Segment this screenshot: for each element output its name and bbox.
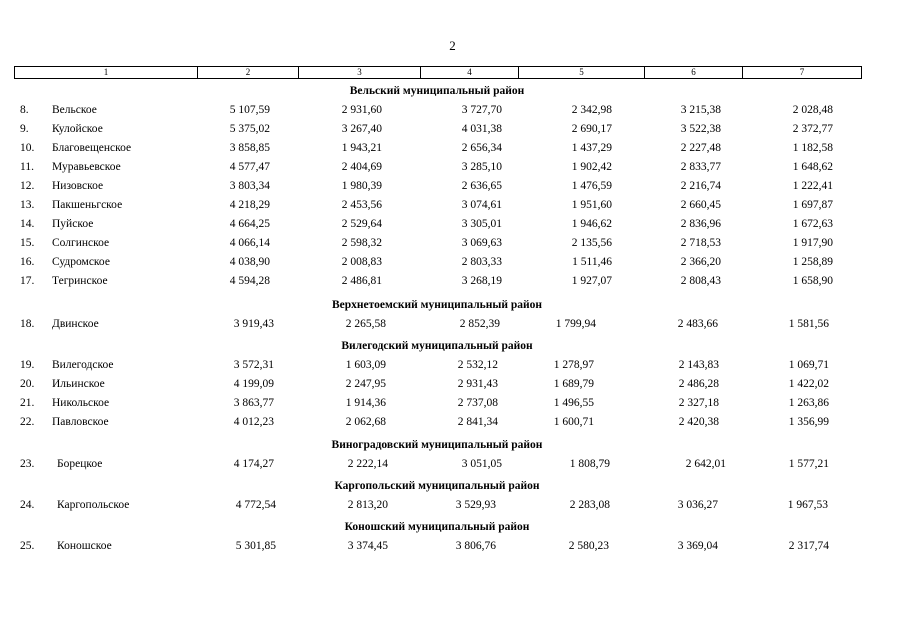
settlement-name: Судромское [52,256,110,268]
value-cell: 2 833,77 [680,161,721,173]
value-cell: 1 222,41 [792,180,833,192]
row-number: 16. [20,256,35,268]
value-cell: 4 066,14 [229,237,270,249]
column-header: 7 [799,67,805,77]
settlement-name: Пакшеньгское [52,199,123,211]
row-number: 12. [20,180,35,192]
table-row [0,140,905,156]
value-cell: 1 799,94 [555,318,596,330]
value-cell: 1 927,07 [571,275,612,287]
table-row [0,197,905,213]
settlement-name: Солгинское [52,237,110,249]
value-cell: 3 522,38 [680,123,721,135]
value-cell: 1 258,89 [792,256,833,268]
value-cell: 3 285,10 [461,161,502,173]
table-row [0,316,905,332]
value-cell: 2 690,17 [571,123,612,135]
value-cell: 3 806,76 [455,540,496,552]
column-header: 1 [15,67,198,78]
value-cell: 2 532,12 [457,359,498,371]
column-header: 3 [299,67,421,78]
value-cell: 2 216,74 [680,180,721,192]
value-cell: 1 808,79 [569,458,610,470]
value-cell: 1 356,99 [788,416,829,428]
value-cell: 1 689,79 [553,378,594,390]
column-header: 5 [519,67,645,78]
row-number: 10. [20,142,35,154]
row-number: 11. [20,161,34,173]
value-cell: 2 143,83 [678,359,719,371]
value-cell: 2 836,96 [680,218,721,230]
settlement-name: Никольское [52,397,110,409]
row-number: 14. [20,218,35,230]
value-cell: 2 247,95 [345,378,386,390]
value-cell: 3 036,27 [677,499,718,511]
value-cell: 2 062,68 [345,416,386,428]
table-row [0,216,905,232]
row-number: 25. [20,540,35,552]
value-cell: 1 278,97 [553,359,594,371]
table-row [0,254,905,270]
district-heading: Виноградовский муниципальный район [331,439,543,451]
district-heading: Вельский муниципальный район [349,85,525,97]
value-cell: 1 914,36 [345,397,386,409]
value-cell: 2 931,43 [457,378,498,390]
value-cell: 2 813,20 [347,499,388,511]
value-cell: 4 038,90 [229,256,270,268]
settlement-name: Ильинское [52,378,105,390]
table-row [0,395,905,411]
value-cell: 2 852,39 [459,318,500,330]
value-cell: 2 028,48 [792,104,833,116]
row-number: 15. [20,237,35,249]
settlement-name: Низовское [52,180,104,192]
value-cell: 1 422,02 [788,378,829,390]
value-cell: 1 496,55 [553,397,594,409]
table-row [0,178,905,194]
value-cell: 2 580,23 [568,540,609,552]
value-cell: 2 718,53 [680,237,721,249]
row-number: 22. [20,416,35,428]
value-cell: 2 656,34 [461,142,502,154]
value-cell: 1 672,63 [792,218,833,230]
value-cell: 4 218,29 [229,199,270,211]
table-row [0,273,905,289]
settlement-name: Каргопольское [57,499,130,511]
row-number: 8. [20,104,29,116]
value-cell: 1 577,21 [788,458,829,470]
value-cell: 3 305,01 [461,218,502,230]
value-cell: 1 437,29 [571,142,612,154]
value-cell: 2 642,01 [685,458,726,470]
value-cell: 3 919,43 [233,318,274,330]
table-row [0,497,905,513]
value-cell: 1 946,62 [571,218,612,230]
value-cell: 2 598,32 [341,237,382,249]
district-heading: Коношский муниципальный район [344,521,530,533]
row-number: 24. [20,499,35,511]
value-cell: 1 697,87 [792,199,833,211]
table-row [0,357,905,373]
settlement-name: Двинское [52,318,99,330]
settlement-name: Муравьевское [52,161,121,173]
row-number: 13. [20,199,35,211]
table-row [0,376,905,392]
value-cell: 4 199,09 [233,378,274,390]
value-cell: 2 636,65 [461,180,502,192]
value-cell: 3 369,04 [677,540,718,552]
value-cell: 2 135,56 [571,237,612,249]
settlement-name: Павловское [52,416,109,428]
value-cell: 2 737,08 [457,397,498,409]
value-cell: 3 803,34 [229,180,270,192]
value-cell: 1 476,59 [571,180,612,192]
value-cell: 2 529,64 [341,218,382,230]
value-cell: 1 658,90 [792,275,833,287]
table-row [0,538,905,554]
value-cell: 3 863,77 [233,397,274,409]
value-cell: 1 648,62 [792,161,833,173]
table-row [0,456,905,472]
value-cell: 2 486,81 [341,275,382,287]
value-cell: 1 511,46 [572,256,612,268]
value-cell: 3 215,38 [680,104,721,116]
value-cell: 1 581,56 [788,318,829,330]
value-cell: 3 267,40 [341,123,382,135]
district-heading: Вилегодский муниципальный район [341,340,533,352]
value-cell: 2 486,28 [678,378,719,390]
row-number: 19. [20,359,35,371]
value-cell: 3 858,85 [229,142,270,154]
value-cell: 2 660,45 [680,199,721,211]
value-cell: 2 366,20 [680,256,721,268]
value-cell: 1 943,21 [341,142,382,154]
district-heading: Верхнетоемский муниципальный район [331,299,543,311]
value-cell: 4 594,28 [229,275,270,287]
value-cell: 1 951,60 [571,199,612,211]
value-cell: 1 069,71 [788,359,829,371]
value-cell: 1 182,58 [792,142,833,154]
value-cell: 1 902,42 [571,161,612,173]
page-number: 2 [449,38,456,53]
value-cell: 3 051,05 [461,458,502,470]
value-cell: 2 008,83 [341,256,382,268]
value-cell: 2 283,08 [569,499,610,511]
value-cell: 4 577,47 [229,161,270,173]
value-cell: 2 803,33 [461,256,502,268]
value-cell: 2 222,14 [347,458,388,470]
settlement-name: Пуйское [52,218,94,230]
value-cell: 2 317,74 [788,540,829,552]
table-row [0,121,905,137]
row-number: 23. [20,458,35,470]
value-cell: 4 174,27 [233,458,274,470]
value-cell: 2 453,56 [341,199,382,211]
column-header-row [14,66,862,79]
value-cell: 3 074,61 [461,199,502,211]
value-cell: 1 917,90 [792,237,833,249]
settlement-name: Вельское [52,104,97,116]
value-cell: 4 031,38 [461,123,502,135]
row-number: 21. [20,397,35,409]
value-cell: 3 572,31 [233,359,274,371]
settlement-name: Кулойское [52,123,103,135]
value-cell: 2 342,98 [571,104,612,116]
value-cell: 5 107,59 [229,104,270,116]
value-cell: 2 420,38 [678,416,719,428]
settlement-name: Благовещенское [52,142,132,154]
value-cell: 1 600,71 [553,416,594,428]
value-cell: 3 374,45 [347,540,388,552]
value-cell: 3 268,19 [461,275,502,287]
table-row [0,235,905,251]
value-cell: 1 967,53 [787,499,828,511]
row-number: 17. [20,275,35,287]
row-number: 18. [20,318,35,330]
table-row [0,414,905,430]
settlement-name: Тегринское [52,275,108,287]
value-cell: 1 263,86 [788,397,829,409]
value-cell: 2 265,58 [345,318,386,330]
value-cell: 2 327,18 [678,397,719,409]
column-header: 4 [421,67,519,78]
column-header: 2 [198,67,299,78]
value-cell: 4 664,25 [229,218,270,230]
row-number: 9. [20,123,29,135]
value-cell: 3 069,63 [461,237,502,249]
settlement-name: Борецкое [57,458,103,470]
value-cell: 5 301,85 [235,540,276,552]
value-cell: 2 227,48 [680,142,721,154]
row-number: 20. [20,378,35,390]
value-cell: 2 483,66 [677,318,718,330]
table-row [0,102,905,118]
settlement-name: Вилегодское [52,359,114,371]
settlement-name: Коношское [57,540,112,552]
district-heading: Каргопольский муниципальный район [334,480,540,492]
column-header: 6 [645,67,743,78]
value-cell: 3 727,70 [461,104,502,116]
value-cell: 4 012,23 [233,416,274,428]
value-cell: 2 372,77 [792,123,833,135]
table-row [0,159,905,175]
value-cell: 4 772,54 [235,499,276,511]
value-cell: 2 931,60 [341,104,382,116]
value-cell: 2 808,43 [680,275,721,287]
value-cell: 2 841,34 [457,416,498,428]
value-cell: 3 529,93 [455,499,496,511]
value-cell: 2 404,69 [341,161,382,173]
value-cell: 5 375,02 [229,123,270,135]
value-cell: 1 980,39 [341,180,382,192]
value-cell: 1 603,09 [345,359,386,371]
